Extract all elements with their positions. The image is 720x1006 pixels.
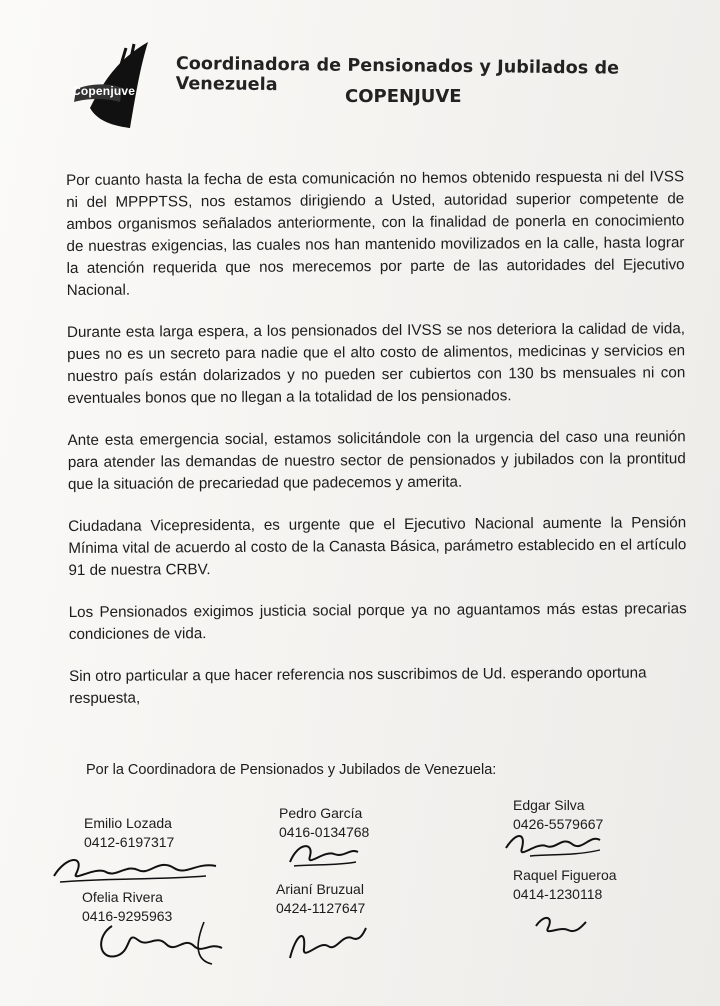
logo-wordmark: Copenjuve xyxy=(72,84,136,98)
signature-image xyxy=(92,916,232,972)
paragraph: Durante esta larga espera, a los pensionados del IVSS se nos deteriora la calidad de vida, pues no es un secreto para nadie que el alto costo de alimentos, medicinas y servicios en nuestro país están dolarizados y no pueden ser cubiertos con 130 bs mensuales ni con eventuales bonos que no llegan a la totalidad de los pensionados. xyxy=(66,320,686,407)
signatory-name: Ofelia Rivera xyxy=(82,889,163,905)
signature-image xyxy=(46,846,226,890)
signatory-phone: 0416-0134768 xyxy=(279,824,370,840)
signature-image xyxy=(284,836,364,872)
organization-acronym: COPENJUVE xyxy=(345,86,462,107)
signatory-block xyxy=(513,866,617,904)
signatory-name: Emilio Lozada xyxy=(84,815,172,831)
signatory-name: Pedro García xyxy=(279,805,363,821)
letter-body xyxy=(66,166,687,730)
signatory-block xyxy=(276,880,365,918)
paragraph: Por cuanto hasta la fecha de esta comunicación no hemos obtenido respuesta ni del IVSS ni del MPPPTSS, nos estamos dirigiendo a Usted, autoridad superior competente de ambos organismos señalados anteriormente, con la finalidad de ponerla en conocimiento de nuestras exigencias, las cuales nos han mantenido movilizados en la calle, hasta lograr la atención requerida que nos merecemos por parte de las autoridades del Ejecutivo Nacional. xyxy=(66,168,685,299)
paragraph: Sin otro particular a que hacer referencia nos suscribimos de Ud. esperando oportuna respuesta, xyxy=(69,664,647,707)
paragraph: Ante esta emergencia social, estamos solicitándole con la urgencia del caso una reunión para atender las demandas de nuestro sector de pensionados y jubilados con la prontitud que la situación de precariedad que padecemos y amerita. xyxy=(67,428,686,493)
paragraph: Los Pensionados exigimos justicia social porque ya no aguantamos más estas precarias condiciones de vida. xyxy=(68,600,687,643)
signatory-phone: 0424-1127647 xyxy=(276,900,366,916)
organization-title: Coordinadora de Pensionados y Jubilados de Venezuela xyxy=(175,54,620,96)
paragraph: Ciudadana Vicepresidenta, es urgente que el Ejecutivo Nacional aumente la Pensión Mínima vital de acuerdo al costo de la Canasta Básica, parámetro establecido en el artículo 91 de nuestra CRBV. xyxy=(68,514,687,579)
signatory-phone: 0426-5579667 xyxy=(513,816,604,832)
signatory-phone: 0416-9295963 xyxy=(82,908,173,924)
signatory-phone: 0414-1230118 xyxy=(513,886,603,902)
signatory-name: Arianí Bruzual xyxy=(276,881,364,897)
closing-line: Por la Coordinadora de Pensionados y Jubilados de Venezuela: xyxy=(86,762,497,778)
signatory-name: Raquel Figueroa xyxy=(513,867,617,883)
signatory-name: Edgar Silva xyxy=(513,797,585,813)
signatory-phone: 0412-6197317 xyxy=(84,834,175,850)
signature-image xyxy=(280,918,370,968)
signature-image xyxy=(530,908,590,942)
signature-image xyxy=(500,826,610,866)
